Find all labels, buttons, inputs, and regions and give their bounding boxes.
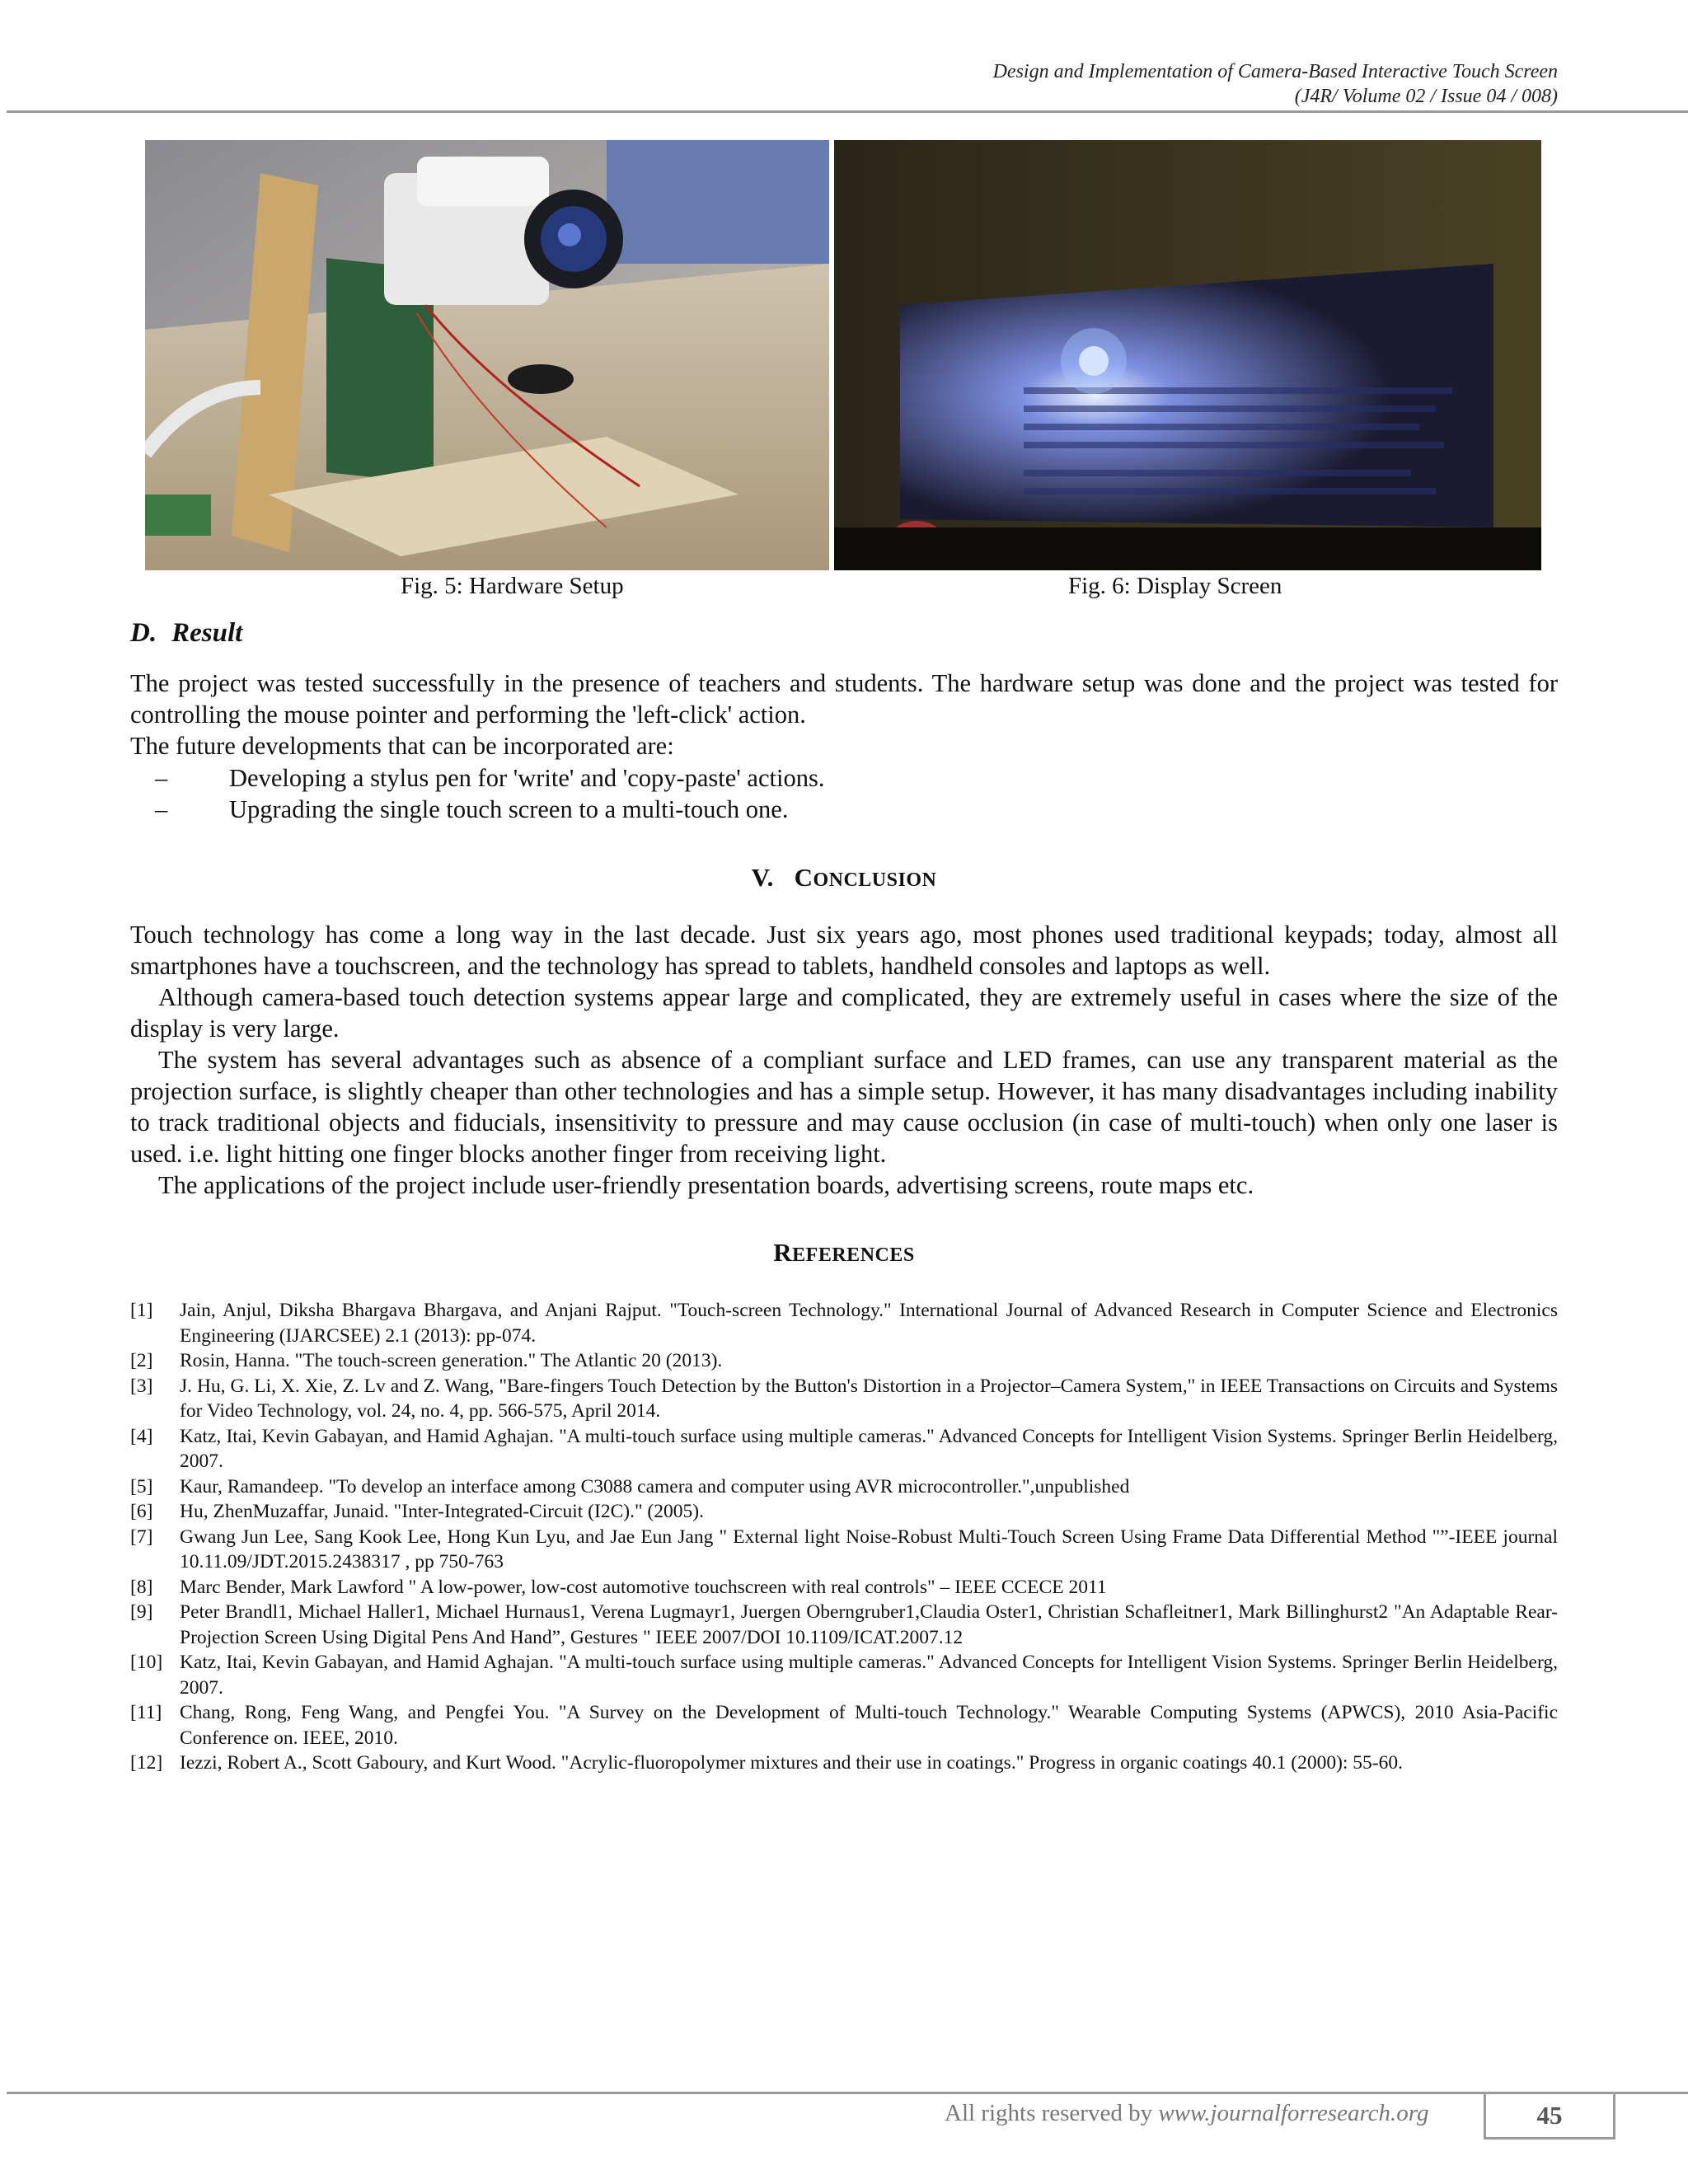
conclusion-paragraph-3: The system has several advantages such as absence of a compliant surface and LED frames, can use any transparent material as the projection surface, is slightly cheaper than other technologies and has a simple setup. However, it has many disadvantages including inability to track traditional objects and fiducials, insensitivity to pressure and may cause occlusion (in case of multi-touch) when only one laser is used. i.e. light hitting one finger blocks another finger from receiving light. bbox=[130, 1046, 1558, 1168]
references-list bbox=[130, 1298, 1558, 1776]
result-paragraph-2: The future developments that can be incorporated are: bbox=[130, 732, 674, 760]
reference-item bbox=[130, 1298, 1558, 1348]
reference-item bbox=[130, 1650, 1558, 1700]
conclusion-paragraph-2: Although camera-based touch detection systems appear large and complicated, they are extremely useful in cases where the size of the display is very large. bbox=[130, 983, 1558, 1043]
conclusion-heading-number: V. bbox=[751, 863, 774, 892]
reference-number: [6] bbox=[130, 1501, 153, 1522]
footer-rule bbox=[7, 2092, 1485, 2094]
reference-number: [3] bbox=[130, 1375, 153, 1397]
conclusion-paragraph-1: Touch technology has come a long way in the last decade. Just six years ago, most phones used traditional keypads; today, almost all smartphones have a touchscreen, and the technology has spread to tablets, handheld consoles and laptops as well. bbox=[130, 921, 1558, 980]
reference-number: [2] bbox=[130, 1350, 153, 1371]
references-heading-initial: R bbox=[773, 1238, 793, 1267]
reference-text: Peter Brandl1, Michael Haller1, Michael Hurnaus1, Verena Lugmayr1, Juergen Oberngruber1,Claudia Oster1, Christian Schafleitner1, Mark Billinghurst2 "An Adaptable Rear-Projection Screen Using Digital Pens And Hand”, Gestures " IEEE 2007/DOI 10.1109/ICAT.2007.12 bbox=[180, 1601, 1558, 1648]
reference-item bbox=[130, 1474, 1558, 1500]
reference-item bbox=[130, 1374, 1558, 1424]
reference-text: Gwang Jun Lee, Sang Kook Lee, Hong Kun Lyu, and Jae Eun Jang " External light Noise-Robust Multi-Touch Screen Using Frame Data Differential Method "”-IEEE journal 10.11.09/JDT.2015.2438317 , pp 750-763 bbox=[180, 1526, 1558, 1572]
result-heading-title: Result bbox=[171, 618, 243, 648]
conclusion-heading-rest: ONCLUSION bbox=[813, 869, 937, 891]
result-paragraph-1: The project was tested successfully in the presence of teachers and students. The hardware setup was done and the project was tested for controlling the mouse pointer and performing the 'left-click' action. bbox=[130, 669, 1558, 729]
dash-bullet-icon: – bbox=[155, 795, 168, 823]
reference-number: [10] bbox=[130, 1652, 163, 1673]
figure-5-photo bbox=[145, 140, 829, 570]
page-number: 45 bbox=[1484, 2092, 1615, 2139]
figure-6-caption: Fig. 6: Display Screen bbox=[1068, 573, 1282, 599]
future-developments-list bbox=[155, 762, 824, 825]
header-issue: (J4R/ Volume 02 / Issue 04 / 008) bbox=[1294, 86, 1558, 107]
reference-text: Hu, ZhenMuzaffar, Junaid. "Inter-Integrated-Circuit (I2C)." (2005). bbox=[180, 1501, 704, 1522]
footer-rights bbox=[945, 2100, 1429, 2127]
reference-text: J. Hu, G. Li, X. Xie, Z. Lv and Z. Wang, "Bare-fingers Touch Detection by the Button's Distortion in a Projector–Camera System," in IEEE Transactions on Circuits and Systems for Video Technology, vol. 24, no. 4, pp. 566-575, April 2014. bbox=[180, 1375, 1558, 1422]
reference-text: Jain, Anjul, Diksha Bhargava Bhargava, and Anjani Rajput. "Touch-screen Technology." International Journal of Advanced Research in Computer Science and Electronics Engineering (IJARCSEE) 2.1 (2013): pp-074. bbox=[180, 1300, 1558, 1347]
reference-item bbox=[130, 1575, 1558, 1601]
header-title: Design and Implementation of Camera-Based Interactive Touch Screen bbox=[992, 61, 1558, 82]
reference-number: [12] bbox=[130, 1752, 163, 1774]
reference-number: [4] bbox=[130, 1425, 153, 1447]
reference-number: [7] bbox=[130, 1526, 153, 1548]
list-item bbox=[155, 762, 824, 794]
reference-item bbox=[130, 1424, 1558, 1474]
reference-text: Chang, Rong, Feng Wang, and Pengfei You. "A Survey on the Development of Multi-touch Technology." Wearable Computing Systems (APWCS), 2010 Asia-Pacific Conference on. IEEE, 2010. bbox=[180, 1702, 1558, 1749]
reference-text: Rosin, Hanna. "The touch-screen generation." The Atlantic 20 (2013). bbox=[180, 1350, 723, 1371]
running-header bbox=[993, 59, 1558, 109]
reference-item bbox=[130, 1499, 1558, 1525]
reference-number: [9] bbox=[130, 1601, 153, 1623]
header-rule bbox=[7, 110, 1688, 113]
result-heading-number: D. bbox=[130, 618, 157, 648]
reference-item bbox=[130, 1750, 1558, 1776]
footer-site-link[interactable]: www.journalforresearch.org bbox=[1158, 2100, 1429, 2126]
reference-text: Katz, Itai, Kevin Gabayan, and Hamid Aghajan. "A multi-touch surface using multiple cameras." Advanced Concepts for Intelligent Vision Systems. Springer Berlin Heidelberg, 2007. bbox=[180, 1425, 1558, 1472]
reference-item bbox=[130, 1525, 1558, 1575]
list-item-text: Upgrading the single touch screen to a multi-touch one. bbox=[229, 795, 789, 823]
reference-number: [8] bbox=[130, 1576, 153, 1598]
footer-rule-right bbox=[1615, 2092, 1688, 2094]
conclusion-heading-initial: C bbox=[794, 863, 814, 892]
footer-rights-text: All rights reserved by bbox=[945, 2100, 1153, 2126]
figure-5-caption: Fig. 5: Hardware Setup bbox=[401, 573, 624, 599]
references-heading-rest: EFERENCES bbox=[792, 1244, 915, 1266]
conclusion-paragraph-4: The applications of the project include user-friendly presentation boards, advertising screens, route maps etc. bbox=[158, 1171, 1254, 1199]
figure-6-photo bbox=[834, 140, 1541, 570]
reference-text: Marc Bender, Mark Lawford " A low-power, low-cost automotive touchscreen with real controls" – IEEE CCECE 2011 bbox=[180, 1576, 1107, 1598]
dash-bullet-icon: – bbox=[155, 764, 168, 792]
result-heading bbox=[130, 618, 242, 649]
list-item-text: Developing a stylus pen for 'write' and 'copy-paste' actions. bbox=[229, 764, 825, 792]
reference-number: [1] bbox=[130, 1300, 153, 1321]
reference-item bbox=[130, 1600, 1558, 1650]
list-item bbox=[155, 794, 824, 825]
reference-text: Iezzi, Robert A., Scott Gaboury, and Kurt Wood. "Acrylic-fluoropolymer mixtures and their use in coatings." Progress in organic coatings 40.1 (2000): 55-60. bbox=[180, 1752, 1403, 1774]
reference-number: [5] bbox=[130, 1475, 153, 1497]
references-heading bbox=[0, 1238, 1688, 1268]
reference-item bbox=[130, 1700, 1558, 1750]
conclusion-heading bbox=[0, 863, 1688, 893]
reference-text: Kaur, Ramandeep. "To develop an interface among C3088 camera and computer using AVR microcontroller.",unpublished bbox=[180, 1475, 1130, 1497]
reference-item bbox=[130, 1348, 1558, 1374]
reference-number: [11] bbox=[130, 1702, 162, 1723]
reference-text: Katz, Itai, Kevin Gabayan, and Hamid Aghajan. "A multi-touch surface using multiple cameras." Advanced Concepts for Intelligent Vision Systems. Springer Berlin Heidelberg, 2007. bbox=[180, 1652, 1558, 1699]
